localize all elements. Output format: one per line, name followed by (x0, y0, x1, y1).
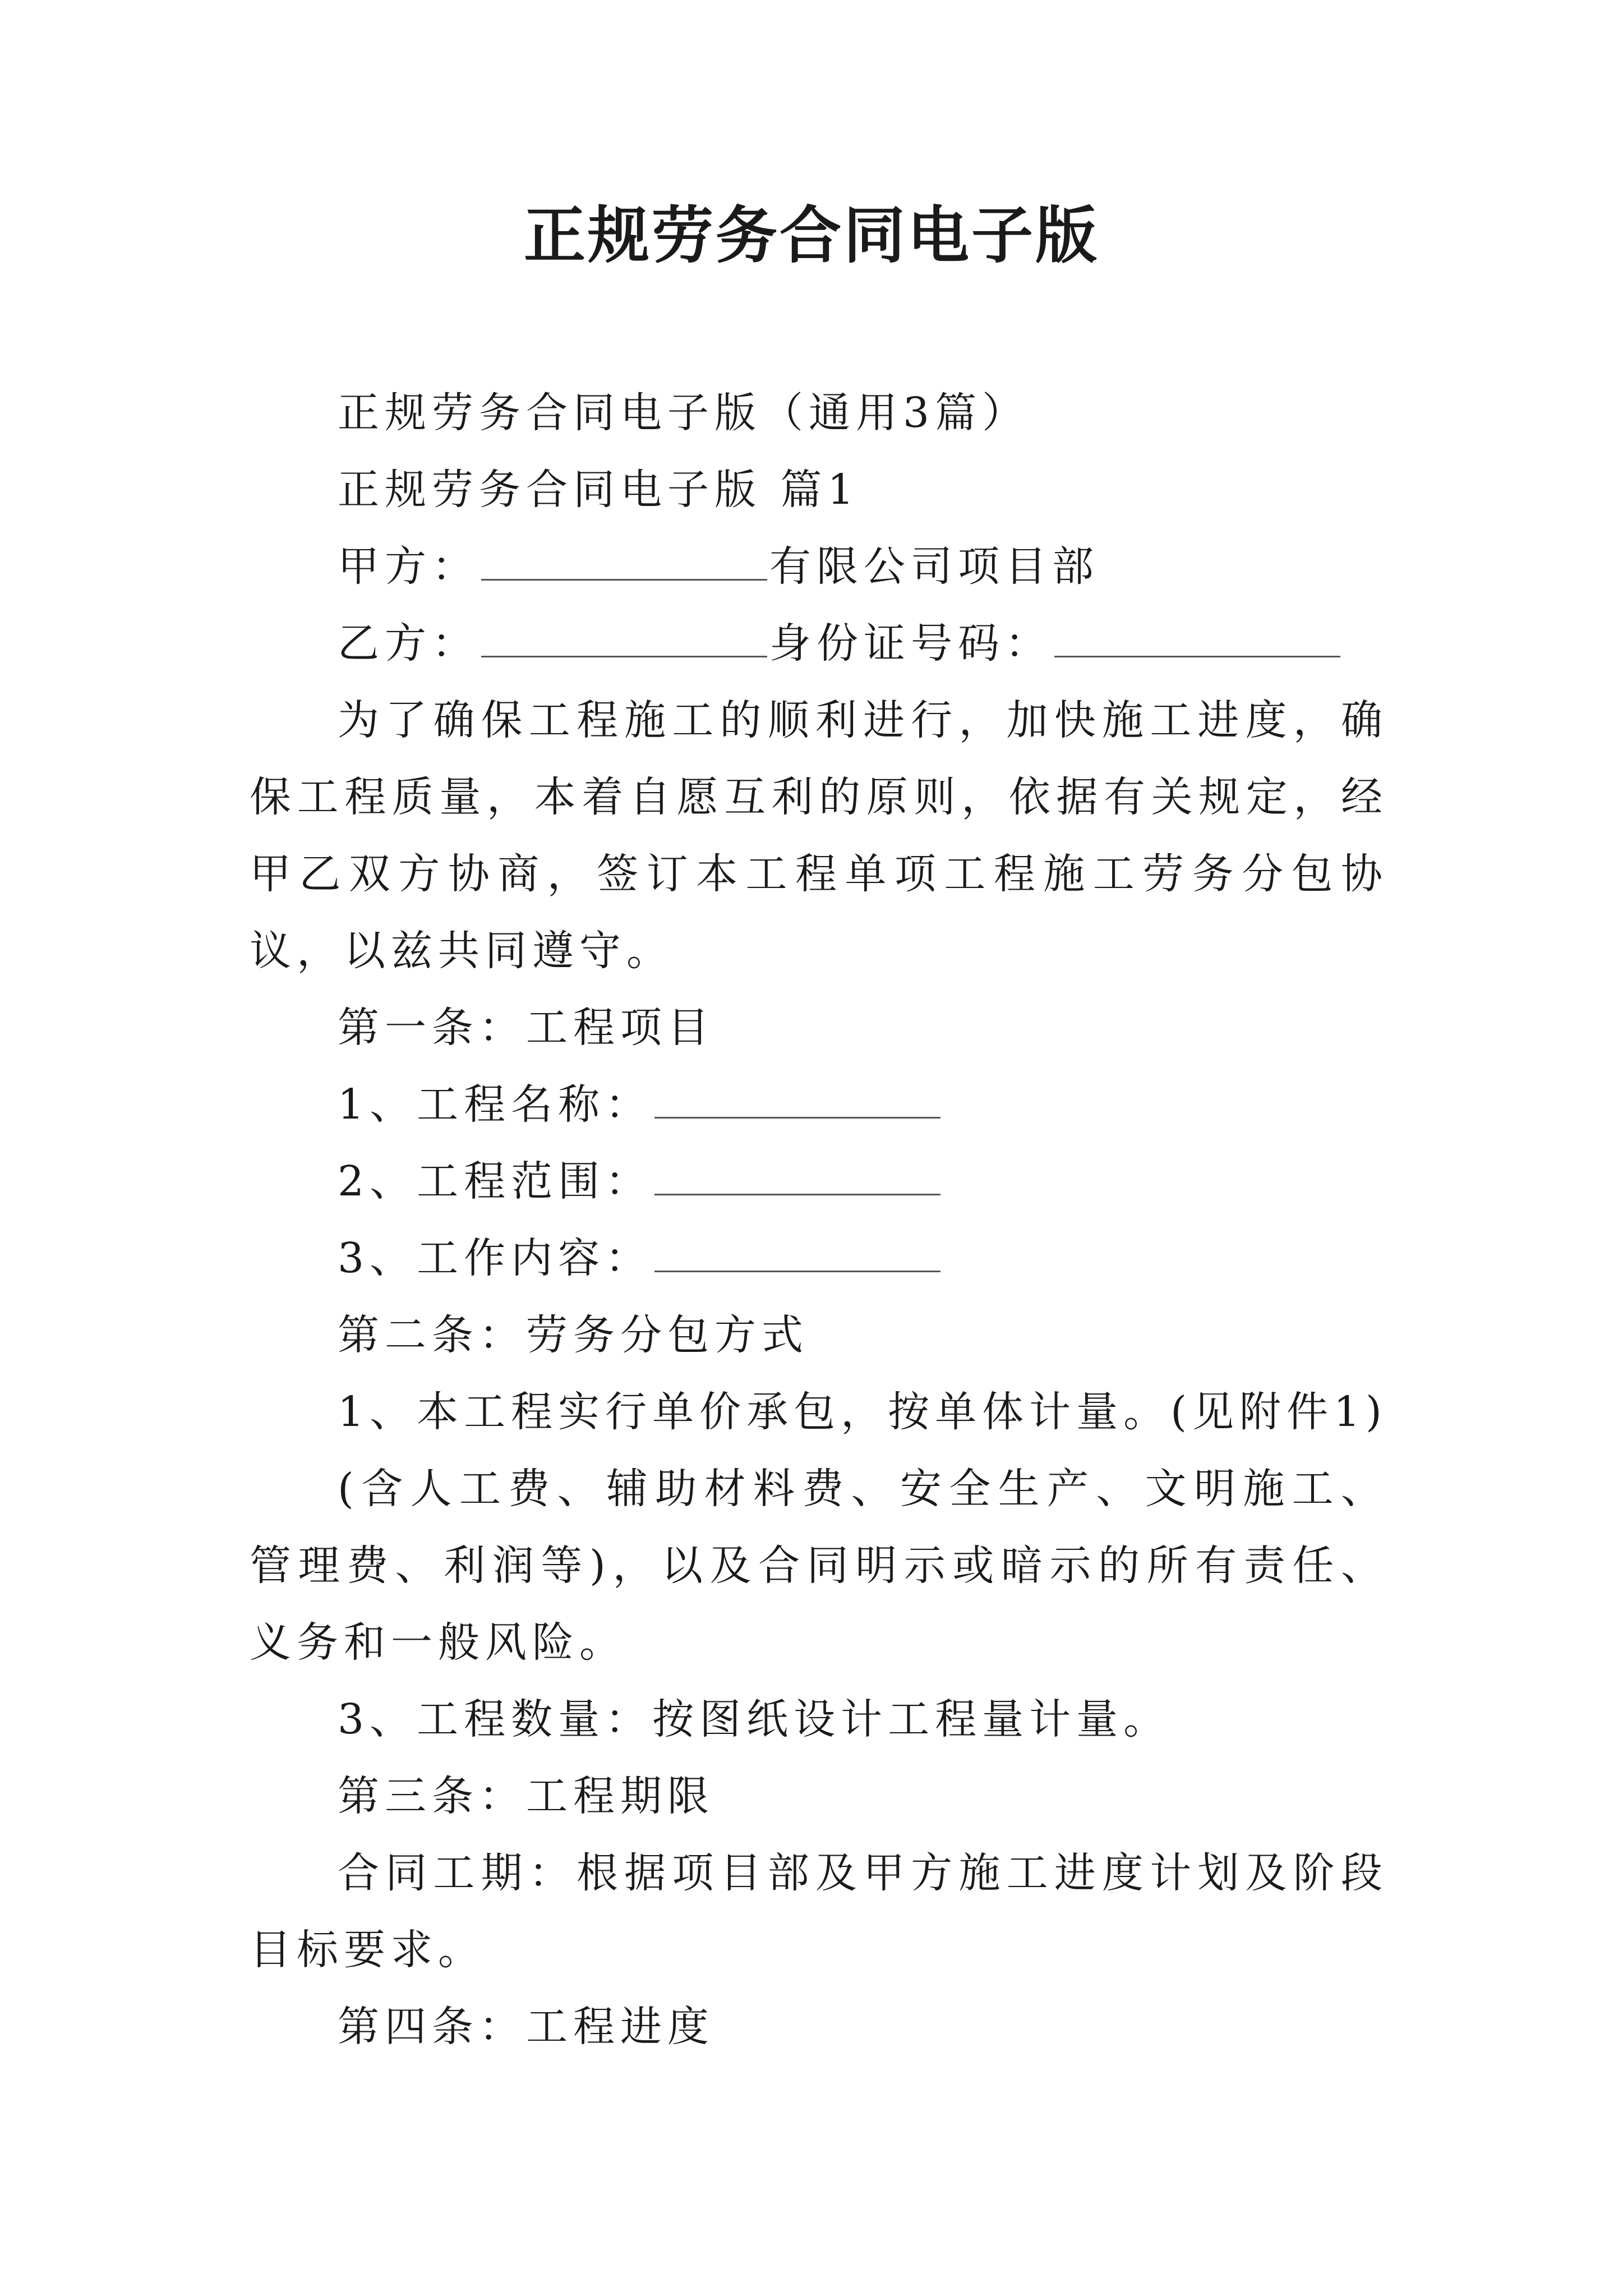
project-scope-blank (654, 1166, 940, 1195)
subtitle: 正规劳务合同电子版（通用3篇） (338, 389, 1030, 437)
project-name-label: 1、工程名称： (338, 1080, 653, 1129)
project-scope-line (250, 1143, 1388, 1220)
work-content-blank (654, 1243, 940, 1272)
project-name-blank (654, 1089, 940, 1119)
document-body (250, 375, 1388, 2065)
article-2-heading: 第二条：劳务分包方式 (338, 1311, 809, 1359)
item-3-1: 合同工期：根据项目部及甲方施工进度计划及阶段目标要求。 (250, 1849, 1388, 1974)
party-a-label: 甲方： (338, 542, 479, 591)
party-a-suffix: 有限公司项目部 (769, 542, 1099, 591)
item-2-1: 1、本工程实行单价承包，按单体计量。(见附件1) (338, 1388, 1387, 1436)
party-b-blank (481, 628, 767, 657)
party-a-line (250, 528, 1388, 605)
item-2-2: (含人工费、辅助材料费、安全生产、文明施工、管理费、利润等)，以及合同明示或暗示的所有责任、义务和一般风险。 (250, 1465, 1388, 1667)
item-2-3: 3、工程数量：按图纸设计工程量计量。 (338, 1695, 1171, 1743)
article-3-heading: 第三条：工程期限 (338, 1772, 714, 1820)
party-b-label: 乙方： (338, 619, 479, 668)
id-number-blank (1054, 628, 1340, 657)
work-content-label: 3、工作内容： (338, 1234, 653, 1282)
party-a-blank (481, 551, 767, 581)
party-b-line (250, 605, 1388, 682)
article-4-heading: 第四条：工程进度 (338, 2003, 714, 2051)
part-heading: 正规劳务合同电子版 篇1 (338, 466, 860, 514)
project-scope-label: 2、工程范围： (338, 1157, 653, 1205)
article-1-heading: 第一条：工程项目 (338, 1004, 714, 1052)
work-content-line (250, 1220, 1388, 1297)
id-number-label: 身份证号码： (769, 619, 1052, 668)
project-name-line (250, 1066, 1388, 1143)
document-title: 正规劳务合同电子版 (524, 199, 1099, 272)
intro-paragraph: 为了确保工程施工的顺利进行，加快施工进度，确保工程质量，本着自愿互利的原则，依据有关规定，经甲乙双方协商，签订本工程单项工程施工劳务分包协议，以兹共同遵守。 (250, 696, 1388, 975)
